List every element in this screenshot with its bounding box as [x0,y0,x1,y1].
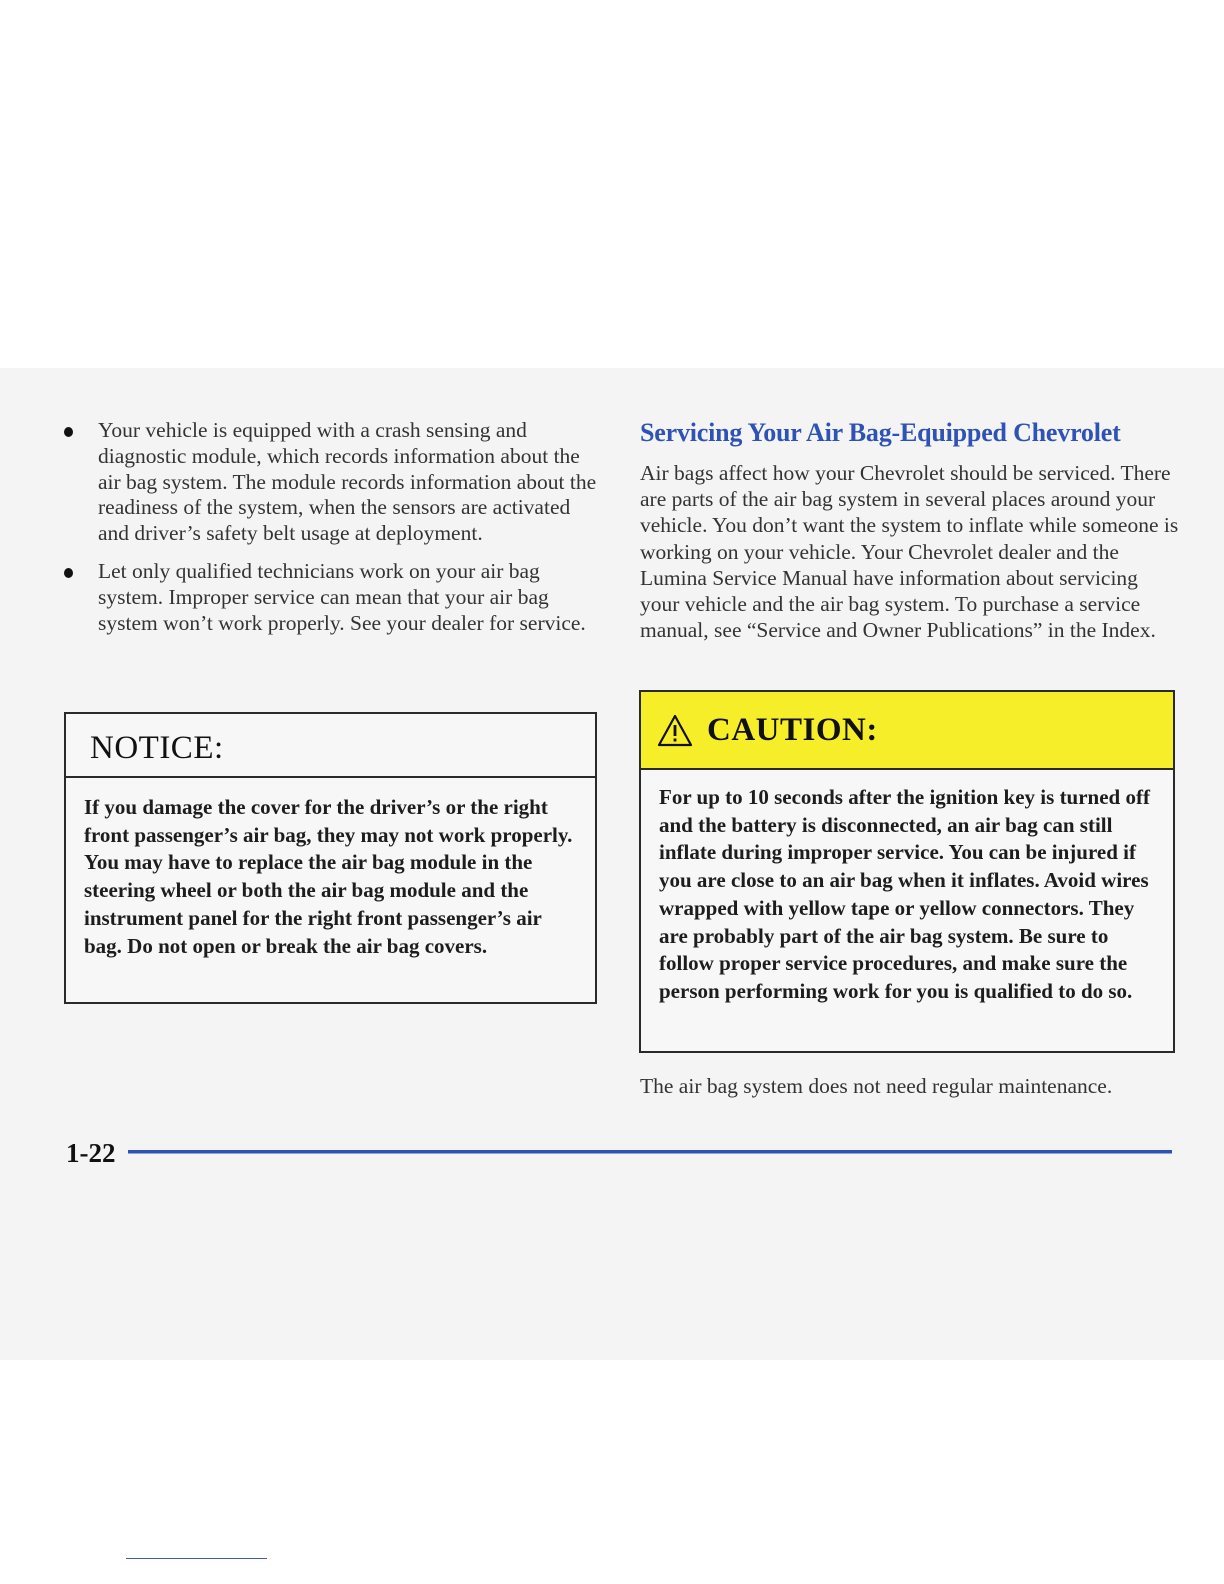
bullet-dot-icon [64,568,73,578]
bullet-item-qualified-technicians [64,559,604,636]
caution-box [639,690,1175,1053]
maintenance-note: The air bag system does not need regular maintenance. [640,1074,1113,1098]
servicing-paragraph: Air bags affect how your Chevrolet should be serviced. There are parts of the air bag system in several places around your vehicle. You don’t want the system to inflate while someone is working on your vehicle. Your Chevrolet dealer and the Lumina Service Manual have information about servicing your vehicle and the air bag system. To purchase a service manual, see “Service and Owner Publications” in the Index. [640,461,1179,643]
bullet-item-crash-module [64,418,604,547]
page-number: 1-22 [66,1138,116,1168]
warning-triangle-icon [657,714,693,748]
left-column [64,418,604,648]
footer-rule [128,1150,1172,1154]
notice-body: If you damage the cover for the driver’s or the right front passenger’s air bag, they may not work properly. You may have to replace the air bag module in the steering wheel or both the air bag module and the instrument panel for the right front passenger’s air bag. Do not open or break the air bag covers. [84,795,573,958]
right-column [640,418,1180,643]
bullet-text: Let only qualified technicians work on your air bag system. Improper service can mean that your air bag system won’t work properly. See your dealer for service. [98,558,586,635]
notice-title: NOTICE: [66,714,595,778]
caution-title: CAUTION: [707,711,878,748]
notice-box [64,712,597,1004]
section-heading: Servicing Your Air Bag-Equipped Chevrolet [640,418,1121,447]
bullet-list [64,418,604,636]
bullet-dot-icon [64,427,73,437]
caution-body: For up to 10 seconds after the ignition key is turned off and the battery is disconnected, an air bag can still inflate during improper service. You can be injured if you are close to an air bag when it inflates. Avoid wires wrapped with yellow tape or yellow connectors. They are probably part of the air bag system. Be sure to follow proper service procedures, and make sure the person performing work for you is qualified to do so. [659,785,1150,1003]
bullet-text: Your vehicle is equipped with a crash sensing and diagnostic module, which records information about the air bag system. The module records information about the readiness of the system, when the sensors are activated and driver’s safety belt usage at deployment. [98,418,597,546]
caution-header [641,692,1173,770]
bottom-link-rule [126,1558,267,1559]
